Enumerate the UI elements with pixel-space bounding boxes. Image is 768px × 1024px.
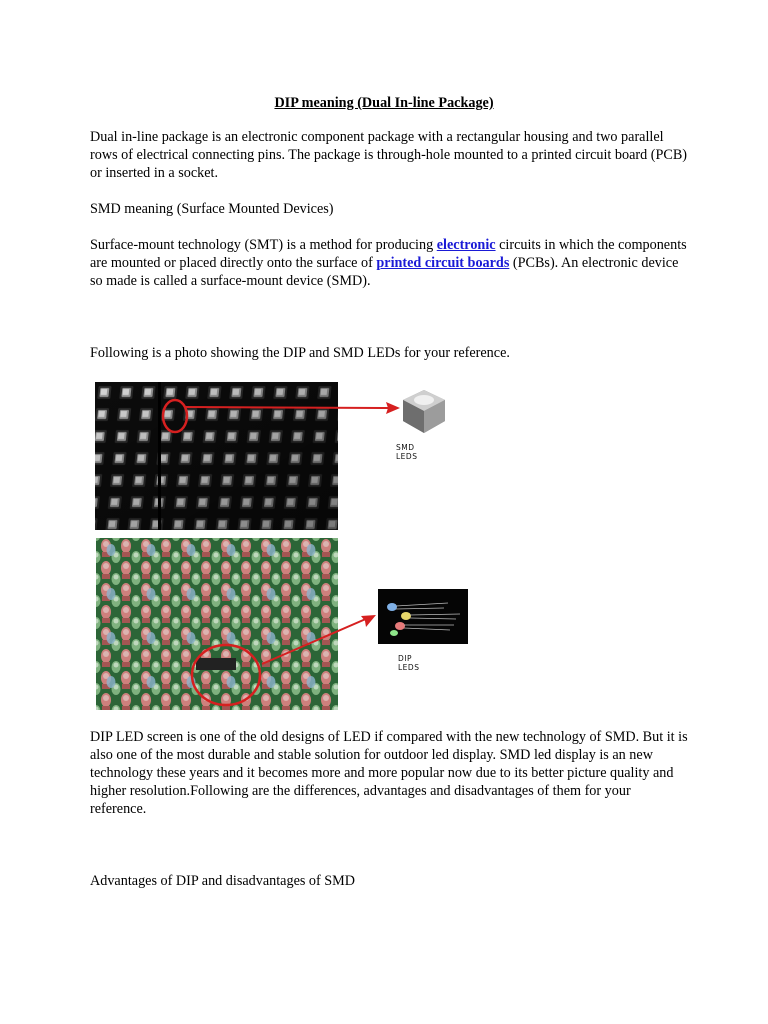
smd-arrow (186, 400, 401, 416)
electronic-link[interactable]: electronic (436, 237, 496, 253)
dip-vs-smd-paragraph: DIP LED screen is one of the old designs of LED if compared with the new technology of SMD. But it is also one of the most durable and stable solution for outdoor led display. SMD led display is an new technology these years and it becomes more and more popular now due to its better picture quality and higher resolution.Following are the differences, advantages and disadvantages of them for your reference. (90, 729, 688, 817)
dip-leds-caption: DIP LEDS (398, 654, 420, 672)
smt-paragraph (90, 236, 690, 290)
advantages-heading: Advantages of DIP and disadvantages of SMD (90, 873, 356, 889)
dip-arrow (260, 612, 378, 668)
smt-text-3: (PCBs). An electronic device so made is called a surface-mount device (SMD). (90, 255, 679, 289)
smd-leds-caption: SMD LEDS (396, 443, 418, 461)
dip-definition-paragraph: Dual in-line package is an electronic component package with a rectangular housing and two parallel rows of electrical connecting pins. The package is through-hole mounted to a printed circuit board (PCB) or inserted in a socket. (90, 129, 688, 181)
dip-led-thumbnail (378, 589, 468, 644)
page-title: DIP meaning (Dual In-line Package) (274, 95, 494, 111)
smd-led-icon (398, 387, 450, 439)
smt-text-1: Surface-mount technology (SMT) is a method for producing (90, 237, 437, 253)
smt-text-2: circuits in which the components are mounted or placed directly onto the surface of (90, 237, 687, 271)
smd-heading: SMD meaning (Surface Mounted Devices) (90, 201, 334, 217)
printed-circuit-boards-link[interactable]: printed circuit boards (376, 255, 510, 271)
photo-intro-paragraph: Following is a photo showing the DIP and SMD LEDs for your reference. (90, 345, 510, 361)
